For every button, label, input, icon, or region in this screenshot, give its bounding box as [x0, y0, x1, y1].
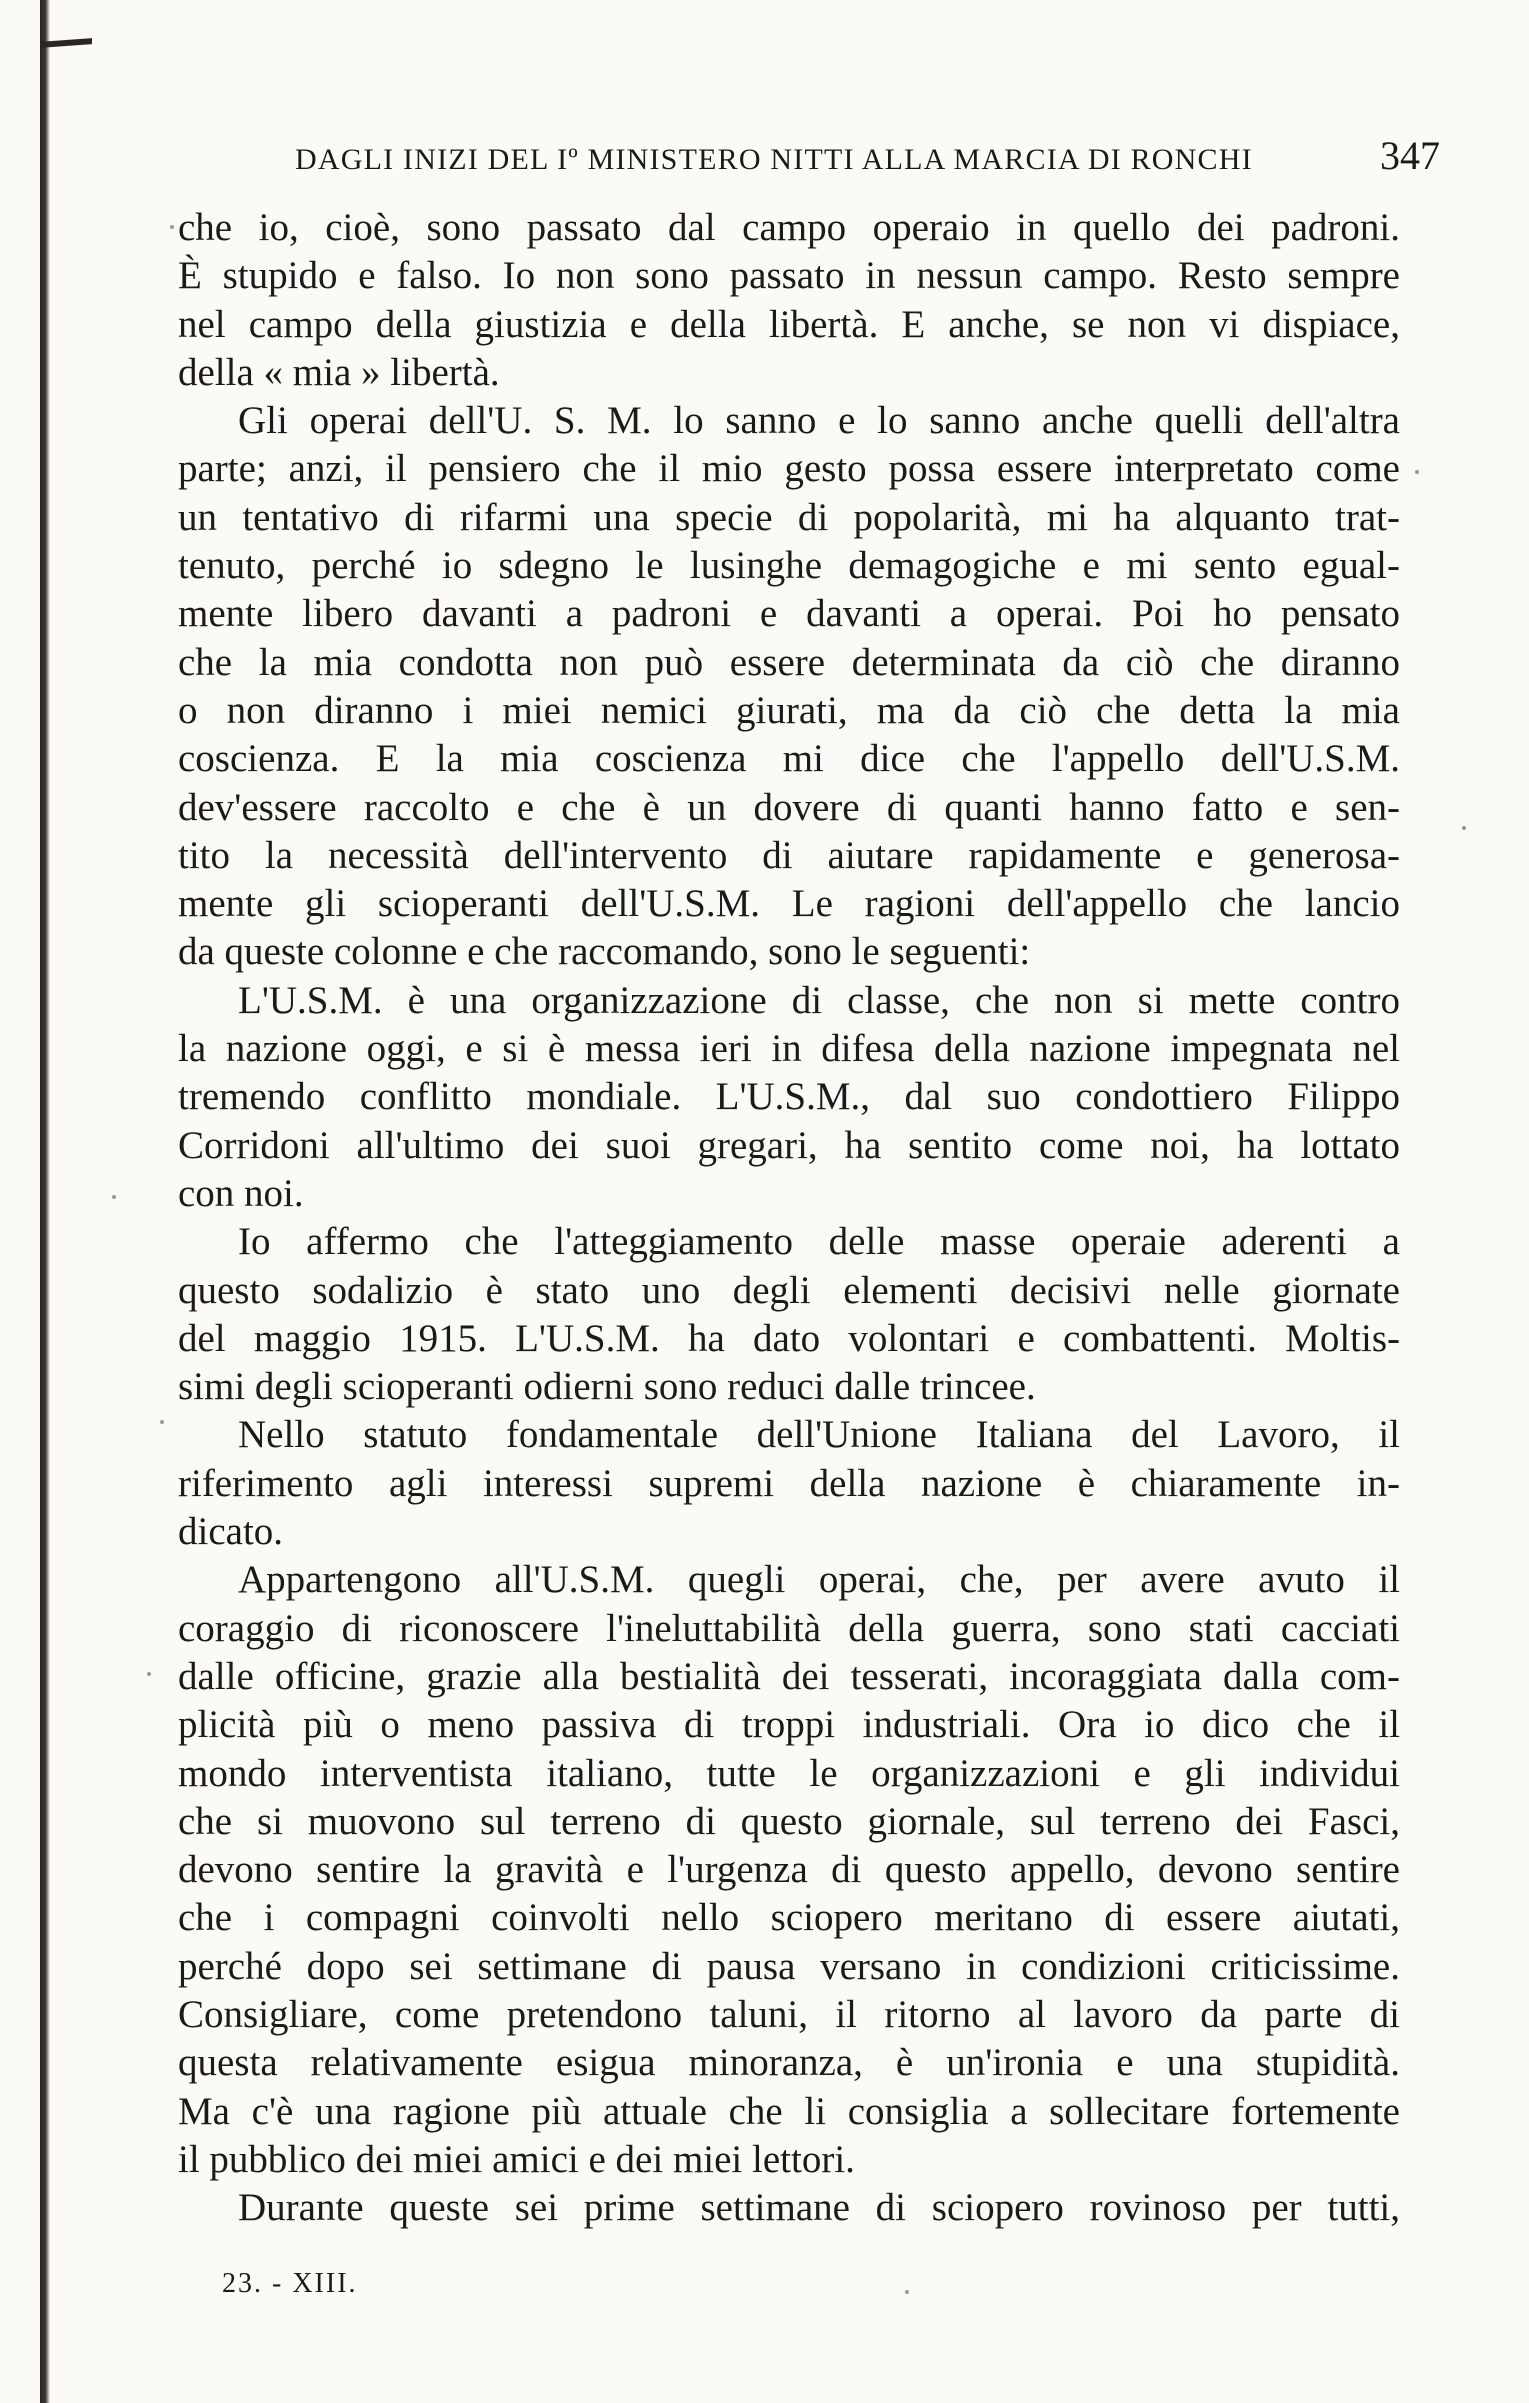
text-line: Durante queste sei prime settimane di sciopero rovinoso per tutti,: [238, 2186, 1400, 2230]
print-speck: [160, 1420, 164, 1424]
text-line: questo sodalizio è stato uno degli elementi decisivi nelle giornate: [178, 1268, 1400, 1312]
text-line: dicato.: [178, 1510, 284, 1554]
text-line: Io affermo che l'atteggiamento delle masse operaie aderenti a: [238, 1220, 1400, 1264]
page-number: 347: [1380, 133, 1440, 178]
text-line: o non diranno i miei nemici giurati, ma da ciò che detta la mia: [178, 688, 1400, 732]
printer-signature: 23. - XIII.: [222, 2268, 358, 2299]
body-text: [178, 204, 1400, 2232]
text-line: Appartengono all'U.S.M. quegli operai, che, per avere avuto il: [238, 1558, 1400, 1602]
text-line: tremendo conflitto mondiale. L'U.S.M., dal suo condottiero Filippo: [178, 1075, 1400, 1119]
text-line: tito la necessità dell'intervento di aiutare rapidamente e generosa-: [178, 833, 1400, 877]
text-line: coscienza. E la mia coscienza mi dice che l'appello dell'U.S.M.: [178, 737, 1400, 781]
print-speck: [1415, 470, 1419, 474]
text-line: coraggio di riconoscere l'ineluttabilità della guerra, sono stati cacciati: [178, 1606, 1400, 1650]
text-line: questa relativamente esigua minoranza, è un'ironia e una stupidità.: [178, 2041, 1400, 2085]
text-line: con noi.: [178, 1171, 304, 1215]
print-speck: [147, 1672, 151, 1676]
text-line: simi degli scioperanti odierni sono reduci dalle trincee.: [178, 1365, 1036, 1409]
text-line: mente libero davanti a padroni e davanti a operai. Poi ho pensato: [178, 592, 1400, 636]
running-header: [295, 132, 1440, 184]
text-line: il pubblico dei miei amici e dei miei lettori.: [178, 2137, 855, 2181]
print-speck: [112, 1195, 116, 1199]
text-line: nel campo della giustizia e della libertà. E anche, se non vi dispiace,: [178, 302, 1400, 346]
text-line: che la mia condotta non può essere determinata da ciò che diranno: [178, 640, 1400, 684]
text-line: della « mia » libertà.: [178, 350, 500, 394]
text-line: riferimento agli interessi supremi della nazione è chiaramente in-: [178, 1461, 1400, 1505]
print-speck: [905, 2290, 909, 2294]
text-line: perché dopo sei settimane di pausa versano in condizioni criticissime.: [178, 1944, 1400, 1988]
text-line: che i compagni coinvolti nello sciopero meritano di essere aiutati,: [178, 1896, 1400, 1940]
text-line: Nello statuto fondamentale dell'Unione Italiana del Lavoro, il: [238, 1413, 1400, 1457]
print-speck: [170, 225, 174, 229]
text-line: dalle officine, grazie alla bestialità dei tesserati, incoraggiata dalla com-: [178, 1654, 1400, 1698]
text-line: Corridoni all'ultimo dei suoi gregari, ha sentito come noi, ha lottato: [178, 1123, 1400, 1167]
text-line: plicità più o meno passiva di troppi industriali. Ora io dico che il: [178, 1703, 1400, 1747]
text-line: L'U.S.M. è una organizzazione di classe, che non si mette contro: [238, 978, 1400, 1022]
page-binding-edge: [40, 0, 50, 2403]
text-line: la nazione oggi, e si è messa ieri in difesa della nazione impegnata nel: [178, 1027, 1400, 1071]
text-line: un tentativo di rifarmi una specie di popolarità, mi ha alquanto trat-: [178, 495, 1400, 539]
text-line: Ma c'è una ragione più attuale che li consiglia a sollecitare fortemente: [178, 2089, 1400, 2133]
text-line: mente gli scioperanti dell'U.S.M. Le ragioni dell'appello che lancio: [178, 882, 1400, 926]
print-speck: [1462, 826, 1466, 830]
text-line: dev'essere raccolto e che è un dovere di quanti hanno fatto e sen-: [178, 785, 1400, 829]
text-line: mondo interventista italiano, tutte le organizzazioni e gli individui: [178, 1751, 1400, 1795]
text-line: del maggio 1915. L'U.S.M. ha dato volontari e combattenti. Moltis-: [178, 1316, 1400, 1360]
running-title: DAGLI INIZI DEL Iº MINISTERO NITTI ALLA MARCIA DI RONCHI: [295, 143, 1253, 176]
text-line: È stupido e falso. Io non sono passato in nessun campo. Resto sempre: [178, 254, 1400, 298]
text-line: devono sentire la gravità e l'urgenza di questo appello, devono sentire: [178, 1848, 1400, 1892]
text-line: tenuto, perché io sdegno le lusinghe demagogiche e mi sento egual-: [178, 544, 1400, 588]
text-line: che si muovono sul terreno di questo giornale, sul terreno dei Fasci,: [178, 1799, 1400, 1843]
text-line: Gli operai dell'U. S. M. lo sanno e lo sanno anche quelli dell'altra: [238, 399, 1400, 443]
text-line: da queste colonne e che raccomando, sono le seguenti:: [178, 930, 1031, 974]
text-line: parte; anzi, il pensiero che il mio gesto possa essere interpretato come: [178, 447, 1400, 491]
text-line: Consigliare, come pretendono taluni, il ritorno al lavoro da parte di: [178, 1992, 1400, 2036]
text-line: che io, cioè, sono passato dal campo operaio in quello dei padroni.: [178, 206, 1400, 249]
